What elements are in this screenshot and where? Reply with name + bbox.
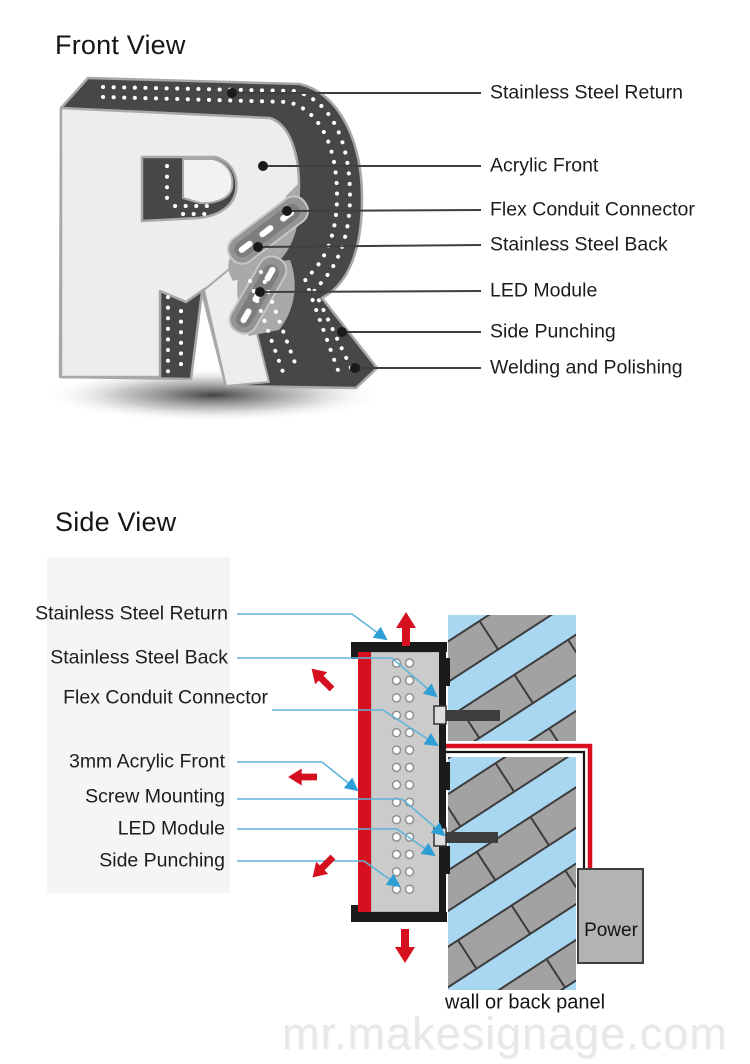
- acrylic-front-bar: [358, 652, 371, 912]
- wall-upper: [448, 615, 576, 741]
- front-label-welding-and-polishing: Welding and Polishing: [490, 356, 683, 379]
- wall-caption: wall or back panel: [445, 991, 606, 1014]
- front-label-stainless-steel-back: Stainless Steel Back: [490, 233, 668, 256]
- watermark-text: mr.makesignage.com: [282, 1008, 728, 1059]
- power-box: [578, 869, 643, 963]
- side-label-flex-conduit-connector: Flex Conduit Connector: [63, 686, 268, 709]
- arrow-down-icon: [395, 929, 415, 963]
- side-view-title: Side View: [55, 507, 177, 537]
- front-label-flex-conduit-connector: Flex Conduit Connector: [490, 198, 695, 221]
- led-module-block: [439, 846, 450, 874]
- arrow-up-left-icon: [306, 663, 338, 695]
- side-label-led-module: LED Module: [117, 817, 225, 840]
- side-label-stainless-steel-return: Stainless Steel Return: [35, 602, 228, 625]
- side-label-stainless-steel-back: Stainless Steel Back: [50, 646, 228, 669]
- led-module-block: [439, 762, 450, 790]
- front-label-side-punching: Side Punching: [490, 320, 616, 343]
- side-label-3mm-acrylic-front: 3mm Acrylic Front: [68, 750, 225, 773]
- wall-lower: [448, 757, 576, 990]
- arrow-down-left-icon: [307, 851, 339, 883]
- front-label-led-module: LED Module: [490, 279, 598, 302]
- front-view-letter-illustration: [41, 78, 481, 422]
- led-module-block: [439, 658, 450, 686]
- power-box-label: Power: [584, 920, 638, 941]
- front-label-stainless-steel-return: Stainless Steel Return: [490, 81, 683, 104]
- arrow-up-icon: [396, 612, 416, 646]
- arrow-left-icon: [288, 769, 317, 786]
- steel-return-top-cap: [351, 642, 447, 652]
- side-label-screw-mounting: Screw Mounting: [85, 785, 225, 808]
- front-label-acrylic-front: Acrylic Front: [490, 154, 599, 177]
- letter-counter-face: [183, 159, 232, 203]
- steel-return-bottom-cap: [351, 912, 447, 922]
- front-view-title: Front View: [55, 30, 186, 60]
- side-label-side-punching: Side Punching: [99, 849, 225, 872]
